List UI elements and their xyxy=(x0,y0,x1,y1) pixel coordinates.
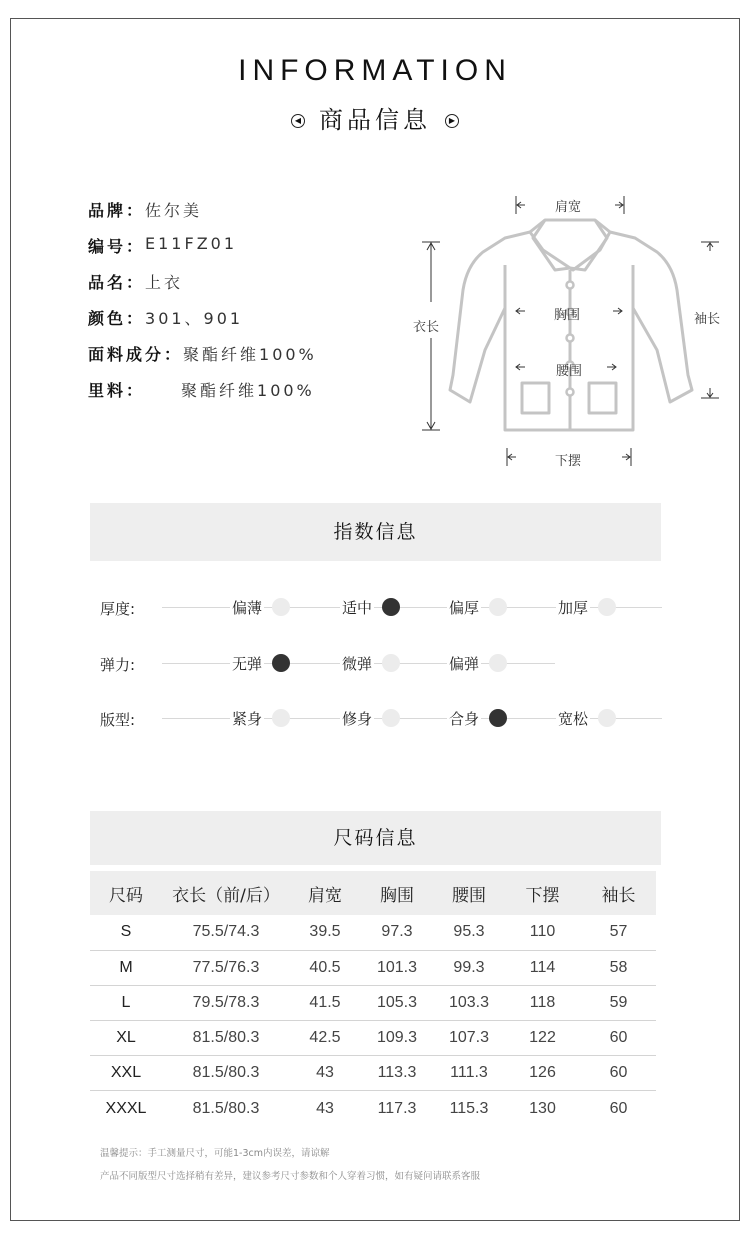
thickness-label: 厚度: xyxy=(100,600,136,618)
col-waist: 腰围 xyxy=(434,871,504,915)
thickness-option-thin: 偏薄 xyxy=(230,595,290,619)
fabric-value: 聚酯纤维100% xyxy=(183,345,317,364)
name-label: 品名： xyxy=(88,273,146,292)
fabric-label: 面料成分： xyxy=(88,345,184,364)
col-size: 尺码 xyxy=(90,871,162,915)
size-table xyxy=(90,871,656,1126)
col-sleeve: 袖长 xyxy=(581,871,656,915)
info-brand xyxy=(88,198,317,234)
info-name xyxy=(88,270,317,306)
lining-label: 里料： xyxy=(88,381,146,400)
table-row: XL 81.5/80.3 42.5 109.3 107.3 122 60 xyxy=(90,1021,656,1056)
elasticity-option-slight: 微弹 xyxy=(340,651,400,675)
table-row: XXL 81.5/80.3 43 113.3 111.3 126 60 xyxy=(90,1056,656,1091)
color-value: 301、901 xyxy=(145,309,244,328)
note-tip: 温馨提示：手工测量尺寸，可能1-3cm内误差，请谅解 xyxy=(100,1148,330,1159)
code-value: E11FZ01 xyxy=(145,234,238,253)
fit-option-slim: 修身 xyxy=(340,706,400,730)
fit-option-loose: 宽松 xyxy=(556,706,616,730)
scale-elasticity xyxy=(100,648,680,678)
info-lining xyxy=(88,378,317,414)
thickness-option-extra-thick: 加厚 xyxy=(556,595,616,619)
sleeve-label: 袖长 xyxy=(694,312,721,327)
color-label: 颜色： xyxy=(88,309,146,328)
info-fabric xyxy=(88,342,317,378)
size-title: 尺码信息 xyxy=(90,811,661,865)
info-color xyxy=(88,306,317,342)
col-shoulder: 肩宽 xyxy=(290,871,360,915)
table-row: XXXL 81.5/80.3 43 117.3 115.3 130 60 xyxy=(105,1099,628,1117)
right-arrow-icon: ▶ xyxy=(445,114,459,128)
table-row: S 75.5/74.3 39.5 97.3 95.3 110 57 xyxy=(90,915,656,950)
name-value: 上衣 xyxy=(145,273,184,292)
table-row: L 79.5/78.3 41.5 105.3 103.3 118 59 xyxy=(90,985,656,1020)
elasticity-label: 弹力: xyxy=(100,656,136,674)
index-title: 指数信息 xyxy=(90,503,661,561)
fit-option-regular: 合身 xyxy=(447,706,507,730)
thickness-option-medium: 适中 xyxy=(340,595,400,619)
hem-label: 下摆 xyxy=(555,454,582,469)
col-hem: 下摆 xyxy=(504,871,581,915)
size-table-header xyxy=(90,871,656,915)
left-arrow-icon: ◀ xyxy=(291,114,305,128)
title-cn-wrap xyxy=(0,100,750,135)
jacket-illustration xyxy=(405,190,740,480)
elasticity-option-none: 无弹 xyxy=(230,651,290,675)
chest-label: 胸围 xyxy=(554,308,581,323)
elasticity-option-stretchy: 偏弹 xyxy=(447,651,507,675)
brand-value: 佐尔美 xyxy=(145,201,203,220)
fit-option-tight: 紧身 xyxy=(230,706,290,730)
title-en: INFORMATION xyxy=(238,54,512,87)
length-label: 衣长 xyxy=(413,320,440,335)
code-label: 编号： xyxy=(88,237,146,256)
title-cn: 商品信息 xyxy=(319,106,431,134)
thickness-option-thick: 偏厚 xyxy=(447,595,507,619)
note-advice: 产品不同版型尺寸选择稍有差异，建议参考尺寸参数和个人穿着习惯，如有疑问请联系客服 xyxy=(100,1171,481,1182)
info-code xyxy=(88,234,317,270)
product-info xyxy=(88,198,317,414)
col-length: 衣长（前/后） xyxy=(162,871,290,915)
brand-label: 品牌： xyxy=(88,201,146,220)
scale-thickness xyxy=(100,592,680,622)
table-row: M 77.5/76.3 40.5 101.3 99.3 114 58 xyxy=(90,950,656,985)
garment-diagram xyxy=(405,190,740,480)
fit-label: 版型: xyxy=(100,711,136,729)
lining-value: 聚酯纤维100% xyxy=(181,381,315,400)
col-chest: 胸围 xyxy=(360,871,434,915)
waist-label: 腰围 xyxy=(556,364,583,379)
shoulder-label: 肩宽 xyxy=(555,200,582,215)
scale-fit xyxy=(100,703,680,733)
